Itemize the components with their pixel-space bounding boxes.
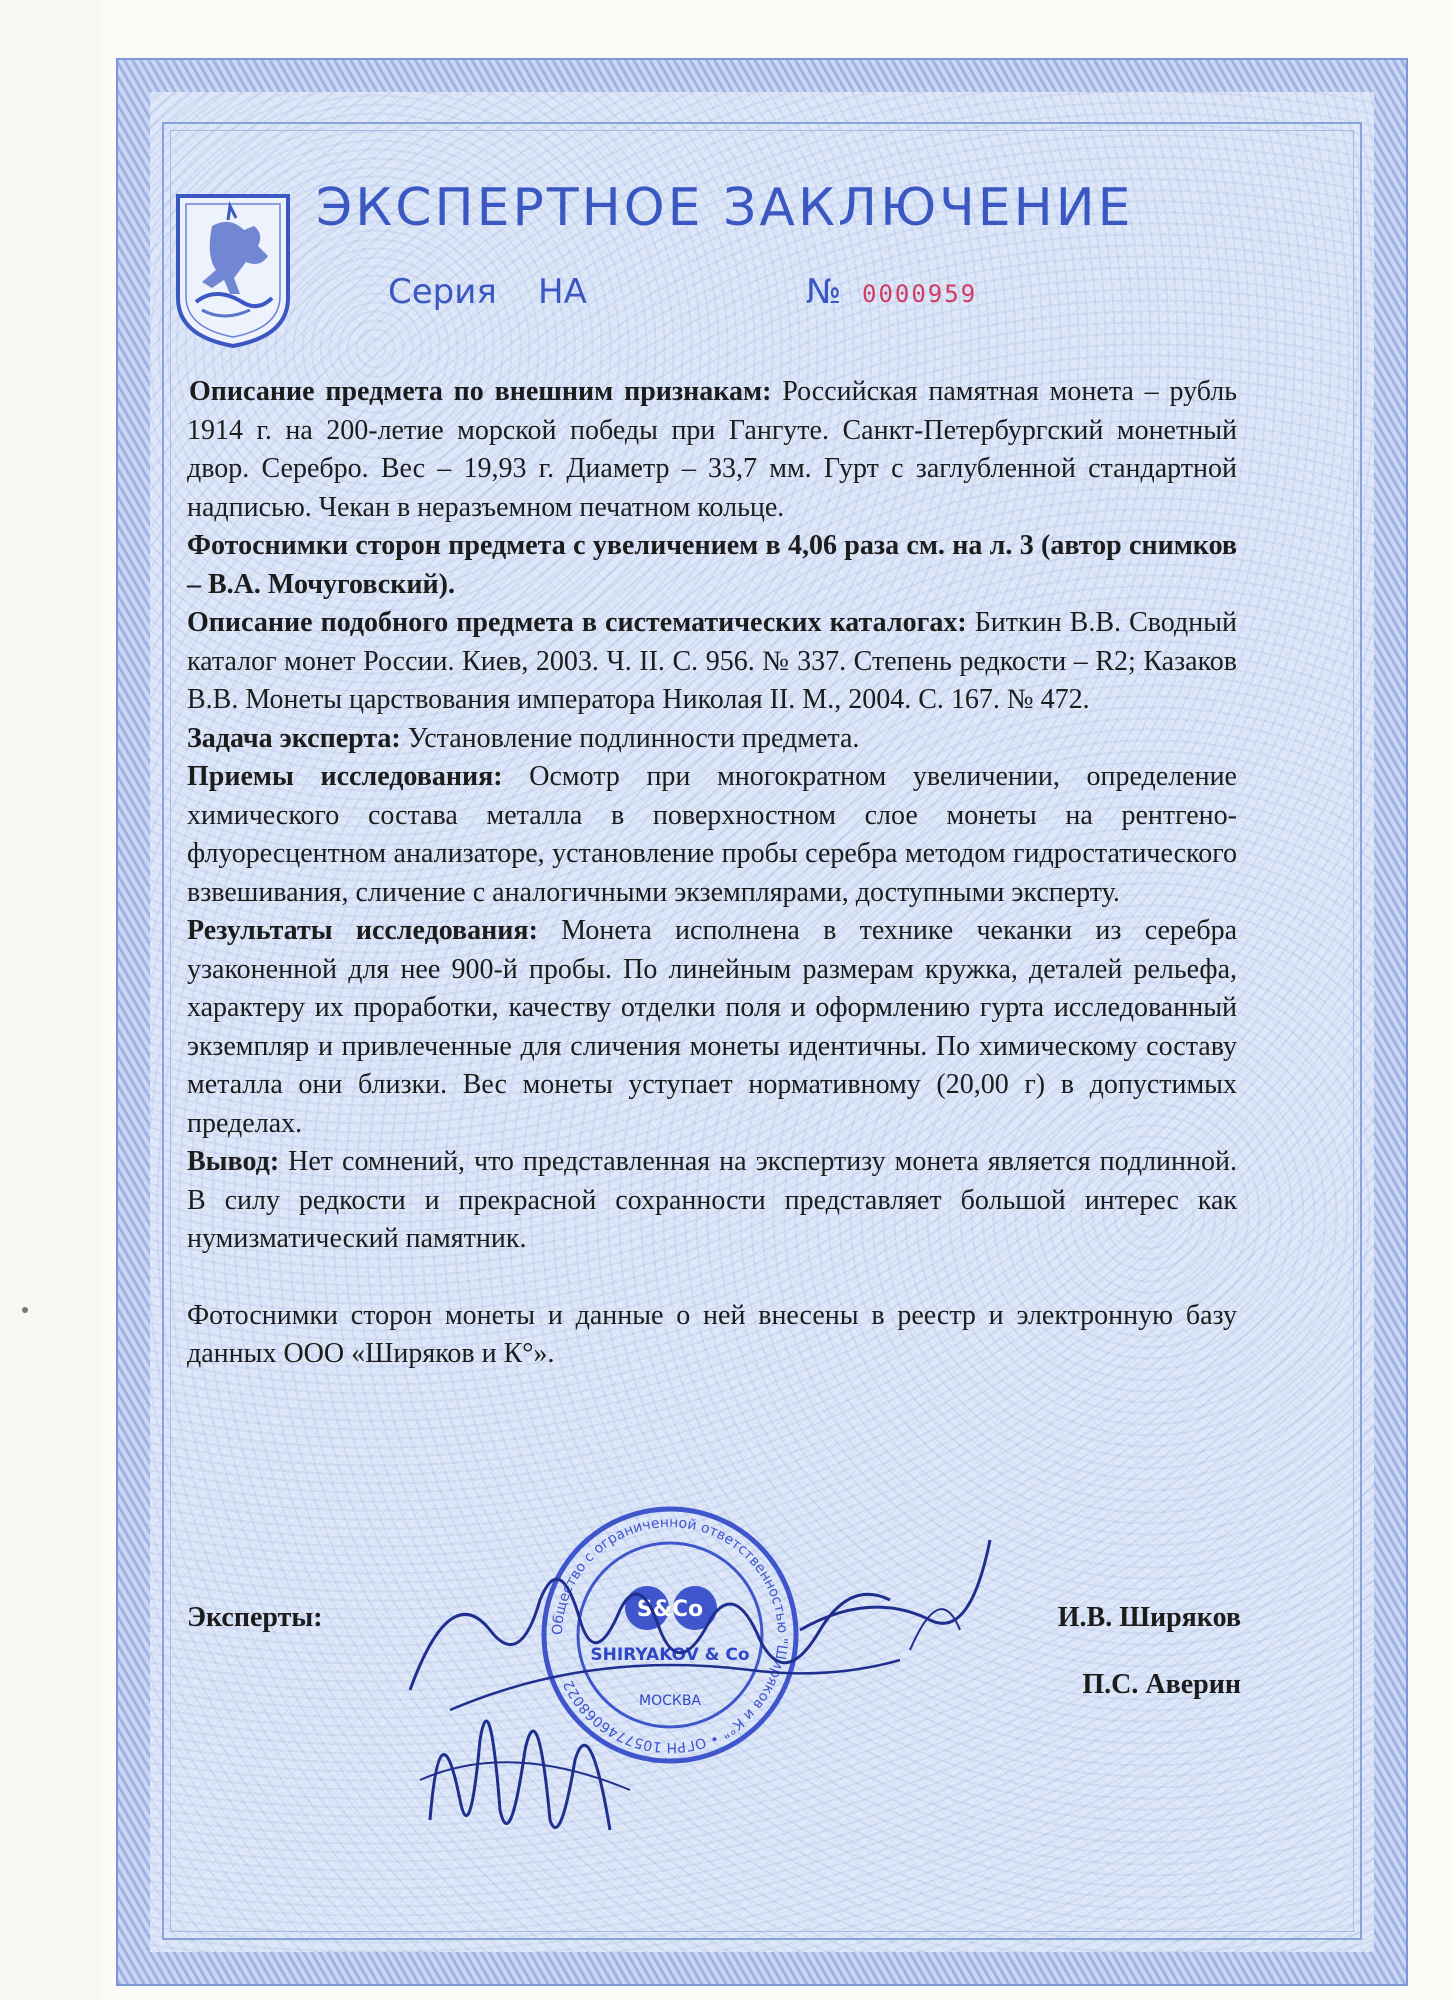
signature-flourish	[790, 1520, 1000, 1670]
section-conclusion	[187, 1143, 1237, 1259]
conclusion-body	[187, 373, 1237, 1374]
section-label: Описание подобного предмета в систематических каталогах:	[187, 607, 967, 638]
section-text: Установление подлинности предмета.	[400, 722, 860, 754]
section-catalogs	[187, 604, 1237, 720]
section-photos	[187, 527, 1237, 604]
expert-name-1: И.В. Ширяков	[1057, 1602, 1241, 1633]
serial-number: 0000959	[862, 280, 978, 308]
section-label: Результаты исследования:	[187, 915, 538, 946]
section-label: Описание предмета по внешним признакам:	[189, 376, 772, 407]
series-row	[388, 272, 1108, 322]
section-text: Нет сомнений, что представленная на экспертизу монета является подлинной. В силу редкости и прекрасной сохранности представляет большой интерес как нумизматический памятник.	[187, 1146, 1237, 1254]
section-label: Задача эксперта:	[187, 722, 401, 754]
section-text: Российская памятная монета – рубль 1914 г. на 200-летие морской победы при Гангуте. Санкт-Петербургский монетный двор. Серебро. Вес – 19,93 г. Диаметр – 33,7 мм. Гурт с заглубленной стандартной надписью. Чекан в неразъемном печатном кольце.	[187, 376, 1237, 523]
section-results	[187, 912, 1237, 1143]
section-text: Осмотр при многократном увеличении, определение химического состава металла в поверхностном слое монеты на рентгено-флуоресцентном анализаторе, установление пробы серебра методом гидростатического взвешивания, сличение с аналогичными экземплярами, доступными эксперту.	[187, 761, 1237, 908]
section-label: Фотоснимки сторон предмета с увеличением в 4,06 раза см. на л. 3 (автор снимков – В.А. Мочуговский).	[187, 530, 1237, 600]
series-label: Серия	[388, 272, 497, 312]
scan-artifact	[22, 1307, 28, 1313]
series-value: НА	[538, 272, 587, 312]
number-sign: №	[806, 272, 842, 312]
expert-name-2: П.С. Аверин	[1082, 1669, 1241, 1700]
section-methods	[187, 758, 1237, 912]
seal-city: МОСКВА	[639, 1693, 701, 1709]
moscow-coat-of-arms-icon	[172, 190, 294, 350]
section-description	[187, 373, 1237, 527]
signature-averin	[410, 1680, 640, 1860]
experts-label: Эксперты:	[187, 1602, 323, 1633]
document-title: ЭКСПЕРТНОЕ ЗАКЛЮЧЕНИЕ	[316, 178, 1134, 238]
registry-note: Фотоснимки сторон монеты и данные о ней внесены в реестр и электронную базу данных ООО «Ширяков и К°».	[187, 1299, 1237, 1369]
section-label: Приемы исследования:	[187, 761, 503, 792]
seal-outer-text: Общество с ограниченной ответственностью "Ширяков и К°" • ОГРН 1057746068022	[549, 1514, 791, 1756]
section-text: Монета исполнена в технике чеканки из серебра узаконенной для нее 900-й пробы. По линейным размерам кружка, деталей рельефа, характеру их проработки, качеству отделки поля и оформлению гурта исследованный экземпляр и привлеченные для сличения монеты идентичны. По химическому составу металла они близки. Вес монеты уступает нормативному (20,00 г) в допустимых пределах.	[187, 915, 1237, 1139]
section-label: Вывод:	[187, 1146, 280, 1177]
seal-logo: S&Co	[636, 1597, 704, 1622]
section-task	[187, 720, 1237, 759]
section-text: Биткин В.В. Сводный каталог монет России. Киев, 2003. Ч. II. С. 956. № 337. Степень редкости – R2; Казаков В.В. Монеты царствования императора Николая II. М., 2004. С. 167. № 472.	[187, 607, 1237, 715]
seal-company-name: SHIRYAKOV & Co	[590, 1645, 750, 1665]
